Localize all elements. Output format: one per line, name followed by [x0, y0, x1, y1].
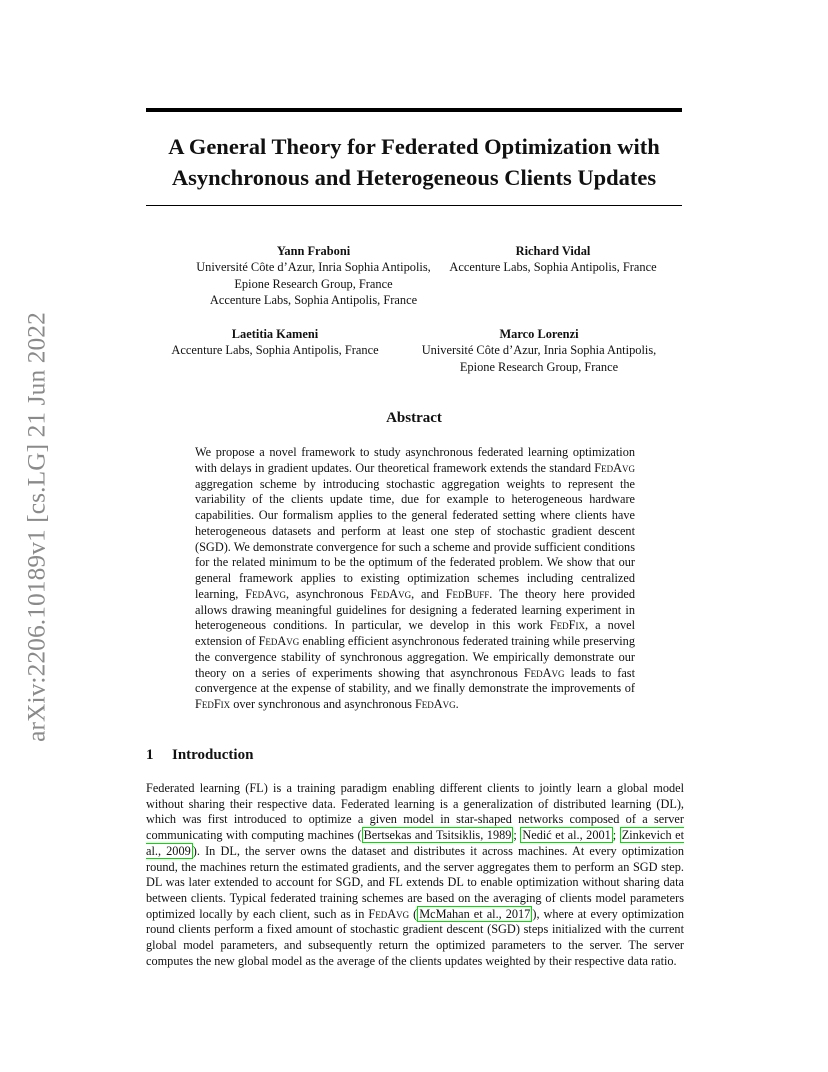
introduction-text	[146, 781, 684, 969]
intro-segment: ), where at every optimization round clients perform a fixed amount of stochastic gradient descent (SGD) steps initialized with the current global model parameters, and subsequently return the optimized parameters to the server. The server computes the new global model as the average of the clients updates weighted by their respective data ratio.	[146, 906, 684, 968]
abstract-segment: aggregation scheme by introducing stochastic aggregation weights to represent the variability of the clients update time, due for example to heterogeneous hardware capabilities. Our formalism applies to the general federated setting where clients have heterogeneous datasets and perform at least one step of stochastic gradient descent (SGD). We demonstrate convergence for such a scheme and provide sufficient conditions for the related minimum to be the optimum of the federated problem. We show that our general framework applies to existing optimization schemes including centralized learning,	[195, 476, 635, 601]
method-name: FedAvg	[370, 586, 412, 601]
method-name: FedBuff	[445, 586, 490, 601]
abstract-segment: We propose a novel framework to study asynchronous federated learning optimization with delays in gradient updates. Our theoretical framework extends the standard	[195, 445, 635, 475]
method-name: FedAvg	[258, 634, 300, 648]
citation-link[interactable]: Zinkevich et al., 2009	[146, 828, 684, 858]
abstract-segment: . The theory here provided allows drawing meaningful guidelines for designing a federated learning experiment in heterogeneous conditions. In particular, we develop in this work	[195, 586, 635, 633]
paper-title	[120, 131, 708, 193]
citation-separator: ;	[513, 828, 521, 843]
author-affiliation: Accenture Labs, Sophia Antipolis, France	[171, 343, 379, 358]
abstract-segment: , and	[411, 586, 446, 601]
author-block-lorenzi	[403, 326, 675, 375]
title-top-rule	[146, 108, 682, 112]
author-affiliation: Epione Research Group, France	[234, 276, 393, 291]
author-name: Laetitia Kameni	[231, 327, 319, 341]
author-block-fraboni	[146, 243, 481, 308]
citation-link[interactable]: Bertsekas and Tsitsiklis, 1989	[363, 828, 512, 843]
author-affiliation: Université Côte d’Azur, Inria Sophia Antipolis,	[421, 343, 657, 358]
author-block-vidal	[432, 243, 674, 276]
author-name: Yann Fraboni	[276, 244, 351, 258]
author-name: Richard Vidal	[515, 244, 591, 258]
abstract-text	[195, 445, 635, 713]
method-name: FedAvg	[245, 586, 286, 601]
method-name: FedAvg	[368, 906, 410, 921]
method-name: FedAvg	[523, 665, 565, 680]
abstract-segment: over synchronous and asynchronous	[230, 697, 415, 711]
abstract-segment: leads to fast convergence at the expense of stability, and we finally demonstrate the improvements of	[195, 665, 635, 696]
paper-title-line-2: Asynchronous and Heterogeneous Clients Updates	[171, 165, 657, 190]
author-name: Marco Lorenzi	[499, 327, 579, 341]
intro-segment: Federated learning (FL) is a training paradigm enabling different clients to jointly learn a global model without sharing their respective data. Federated learning is a generalization of distributed learning (DL), which was first introduced to optimize a given model in star-shaped networks composed of a server communicating with computing machines (	[146, 781, 684, 843]
citation-link[interactable]: McMahan et al., 2017	[419, 906, 531, 921]
method-name: FedFix	[195, 697, 231, 711]
citation-link[interactable]: Nedić et al., 2001	[522, 828, 611, 843]
method-name: FedAvg	[414, 697, 456, 711]
method-name: FedAvg	[594, 460, 635, 475]
section-heading-introduction	[146, 745, 253, 765]
intro-segment: ). In DL, the server owns the dataset and distributes it across machines. At every optimization round, the machines return the estimated gradients, and the server aggregates them to perform an SGD step. DL was later extended to account for SGD, and FL extends DL to enable optimization without sharing data between clients. Typical federated training schemes are based on the averaging of clients model parameters optimized locally by each client, such as in	[146, 843, 684, 921]
citation-separator: ;	[612, 828, 620, 843]
method-name: FedFix	[549, 618, 585, 633]
author-affiliation: Epione Research Group, France	[459, 359, 619, 374]
abstract-segment: , a novel extension of	[195, 618, 635, 648]
title-bottom-rule	[146, 205, 682, 206]
section-number: 1	[146, 747, 154, 763]
paper-title-line-1: A General Theory for Federated Optimization with	[168, 134, 660, 159]
section-title: Introduction	[172, 747, 254, 763]
author-affiliation: Accenture Labs, Sophia Antipolis, France	[209, 292, 418, 307]
arxiv-stamp-text: arXiv:2206.10189v1 [cs.LG] 21 Jun 2022	[22, 312, 51, 742]
author-block-kameni	[150, 326, 400, 359]
author-affiliation: Accenture Labs, Sophia Antipolis, France	[449, 260, 657, 275]
abstract-segment: enabling efficient asynchronous federated training while preserving the convergence stability of synchronous aggregation. We empirically demonstrate our theory on a series of experiments showing that asynchronous	[195, 634, 635, 680]
abstract-segment: .	[455, 697, 459, 711]
abstract-segment: , asynchronous	[285, 586, 371, 601]
abstract-heading: Abstract	[386, 410, 442, 426]
intro-segment: (	[409, 906, 418, 921]
author-affiliation: Université Côte d’Azur, Inria Sophia Antipolis,	[196, 260, 431, 275]
